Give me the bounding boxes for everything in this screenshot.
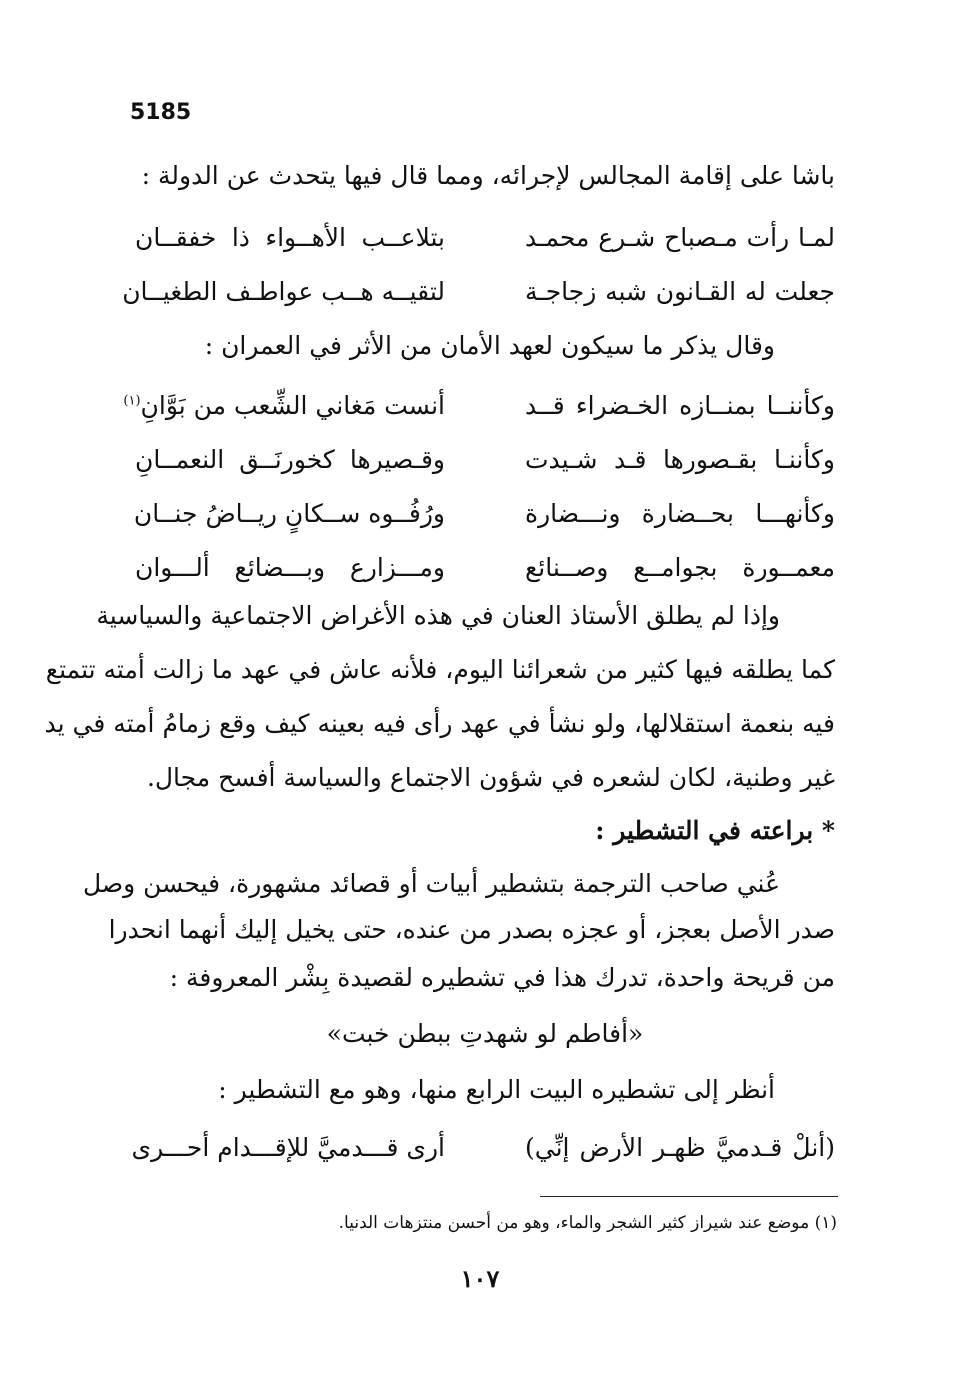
verse-line <box>135 220 835 260</box>
verse-line <box>135 496 835 536</box>
text-line: غير وطنية، لكان لشعره في شؤون الاجتماع والسياسة أفسح مجال. <box>146 763 835 792</box>
verse-first-hemistich: وكأننـا بقـصورها قـد شـيدت <box>525 445 835 474</box>
text-line: عُني صاحب الترجمة بتشطير أبيات أو قصائد مشهورة، فيحسن وصل <box>82 869 780 898</box>
text-line: فيه بنعمة استقلالها، ولو نشأ في عهد رأى فيه بعينه كيف وقع زمامُ أمته في يد <box>44 709 835 738</box>
text-line: كما يطلقه فيها كثير من شعرائنا اليوم، فلأنه عاش في عهد ما زالت أمته تتمتع <box>45 655 835 684</box>
verse-second-hemistich: وقـصيرها كخورنَــق النعمــانِ <box>135 445 445 474</box>
text-line: صدر الأصل بعجز، أو عجزه بصدر من عنده، حتى يخيل إليك أنهما انحدرا <box>108 915 835 944</box>
page-number: ١٠٧ <box>460 1264 500 1293</box>
text-line: وقال يذكر ما سيكون لعهد الأمان من الأثر في العمران : <box>204 331 775 360</box>
verse-first-hemistich: جعلت له القـانون شبه زجاجـة <box>525 277 835 306</box>
footnote-divider <box>540 1196 838 1197</box>
text-line: وإذا لم يطلق الأستاذ العنان في هذه الأغراض الاجتماعية والسياسية <box>96 601 780 630</box>
text-line: من قريحة واحدة، تدرك هذا في تشطيره لقصيدة بِشْر المعروفة : <box>169 963 835 992</box>
verse-second-hemistich: ومـــزارع وبـــضائع ألـــوان <box>135 553 445 582</box>
verse-first-hemistich: وكأننــا بمنــازه الخـضراء قــد <box>525 391 835 420</box>
verse-line <box>135 442 835 482</box>
verse-first-hemistich: لمـا رأت مـصباح شـرع محمـد <box>525 223 835 252</box>
text-line: أنظر إلى تشطيره البيت الرابع منها، وهو مع التشطير : <box>218 1075 775 1104</box>
section-heading: * براعته في التشطير : <box>595 816 835 845</box>
text-line: باشا على إقامة المجالس لإجرائه، ومما قال فيها يتحدث عن الدولة : <box>141 161 835 190</box>
quoted-verse: «أفاطم لو شهدتِ ببطن خبت» <box>326 1019 644 1048</box>
verse-second-hemistich: ورُفُــوه ســكانٍ ريــاضُ جنــان <box>133 499 445 528</box>
verse-second-hemistich: لتقيــه هــب عواطـف الطغيــان <box>122 277 445 306</box>
verse-second-hemistich: بتلاعــب الأهــواء ذا خفقــان <box>135 223 445 252</box>
verse-second-hemistich <box>123 388 445 424</box>
footnote: (١) موضع عند شيراز كثير الشجر والماء، وهو من أحسن منتزهات الدنيا. <box>338 1213 837 1233</box>
verse-line <box>135 550 835 590</box>
footnote-marker[interactable]: (١) <box>123 393 141 409</box>
verse-first-hemistich: معمــورة بجوامــع وصــنائع <box>525 553 835 582</box>
verse-first-hemistich: وكأنهـــا بحــضارة ونـــضارة <box>525 499 835 528</box>
verse-line <box>131 1130 835 1170</box>
page-id-stamp: 5185 <box>130 100 192 125</box>
verse-second-hemistich: أرى قـــدميَّ للإقـــدام أحـــرى <box>131 1133 445 1162</box>
verse-line <box>122 274 835 314</box>
verse-text: أنست مَغاني الشِّعب من بَوَّانِ <box>140 391 445 420</box>
verse-line <box>123 388 835 428</box>
verse-first-hemistich: (أنلْ قـدميَّ ظهـر الأرض إنِّي) <box>525 1133 835 1162</box>
